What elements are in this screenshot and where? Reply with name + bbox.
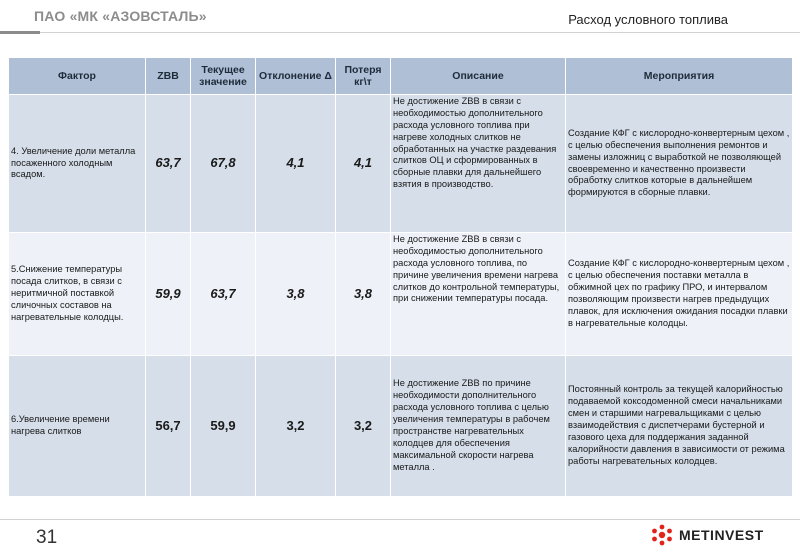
current-cell: 59,9 <box>191 356 256 497</box>
deviation-cell: 3,8 <box>256 233 336 356</box>
column-header-description: Описание <box>391 58 566 95</box>
deviation-cell: 3,2 <box>256 356 336 497</box>
current-cell: 67,8 <box>191 95 256 233</box>
column-header-deviation: Отклонение Δ <box>256 58 336 95</box>
table-row <box>9 233 793 356</box>
description-cell: Не достижение ZBB в связи с необходимостью дополнительного расхода условного топлива, по причине увеличения времени нагрева слитков до контрольной температуры, при снижении температуры посада. <box>391 233 566 356</box>
factor-cell: 4. Увеличение доли металла посаженного холодным всадом. <box>9 95 146 233</box>
metinvest-logo <box>651 524 764 546</box>
column-header-current: Текущее значение <box>191 58 256 95</box>
page-number: 31 <box>36 527 58 548</box>
table-row <box>9 95 793 233</box>
company-name: ПАО «МК «АЗОВСТАЛЬ» <box>34 8 207 24</box>
measures-cell: Создание КФГ с кислородно-конвертерным цехом , с целью обеспечения выполнения ремонтов и замены изложниц с выработкой не позволяющей своевременно и качественно произвести обработку слитков которые в дальнейшем формируются в сборные плавки. <box>566 95 793 233</box>
description-cell: Не достижение ZBB в связи с необходимостью дополнительного расхода условного топлива при нагреве холодных слитков не обработанных на участке раздевания слитков ОЦ и сформированных в сборные плавки для дальнейшего взятия в производство. <box>391 95 566 233</box>
column-header-factor: Фактор <box>9 58 146 95</box>
factor-cell: 6.Увеличение времени нагрева слитков <box>9 356 146 497</box>
header-divider <box>0 32 800 33</box>
loss-cell: 3,8 <box>336 233 391 356</box>
logo-wordmark: METINVEST <box>679 527 764 543</box>
zbb-cell: 56,7 <box>146 356 191 497</box>
header-divider-accent <box>0 31 40 34</box>
column-header-zbb: ZBB <box>146 58 191 95</box>
factor-cell: 5.Снижение температуры посада слитков, в связи с неритмичной поставкой сличочных составов на нагревательные колодцы. <box>9 233 146 356</box>
measures-cell: Постоянный контроль за текущей калорийностью подаваемой коксодоменной смеси начальниками смен и старшими нагревальщиками с целью взаимодействия с диспетчерами бустерной и газового цеха для поддержания заданной калорийности давления в зависимости от режима работы нагревательных колодцев. <box>566 356 793 497</box>
table-header-row <box>9 58 793 95</box>
footer-divider <box>0 519 800 520</box>
loss-cell: 4,1 <box>336 95 391 233</box>
measures-cell: Создание КФГ с кислородно-конвертерным цехом , с целью обеспечения поставки металла в обжимной цех по графику ПРО, и интервалом позволяющим произвести нагрев предыдущих плавок, для исключения ожидания посадки плавки в нагревательные колодцы. <box>566 233 793 356</box>
loss-cell: 3,2 <box>336 356 391 497</box>
zbb-cell: 59,9 <box>146 233 191 356</box>
zbb-cell: 63,7 <box>146 95 191 233</box>
deviation-cell: 4,1 <box>256 95 336 233</box>
column-header-loss: Потеря кг\т <box>336 58 391 95</box>
current-cell: 63,7 <box>191 233 256 356</box>
factors-table <box>8 57 793 497</box>
column-header-measures: Мероприятия <box>566 58 793 95</box>
metinvest-logo-icon <box>651 524 673 546</box>
description-cell: Не достижение ZBB по причине необходимости дополнительного расхода условного топлива с целью увеличения температуры в рабочем пространстве нагревательных колодцев для обеспечения максимальной скорости нагрева металла . <box>391 356 566 497</box>
slide-title: Расход условного топлива <box>568 12 728 27</box>
table-row <box>9 356 793 497</box>
